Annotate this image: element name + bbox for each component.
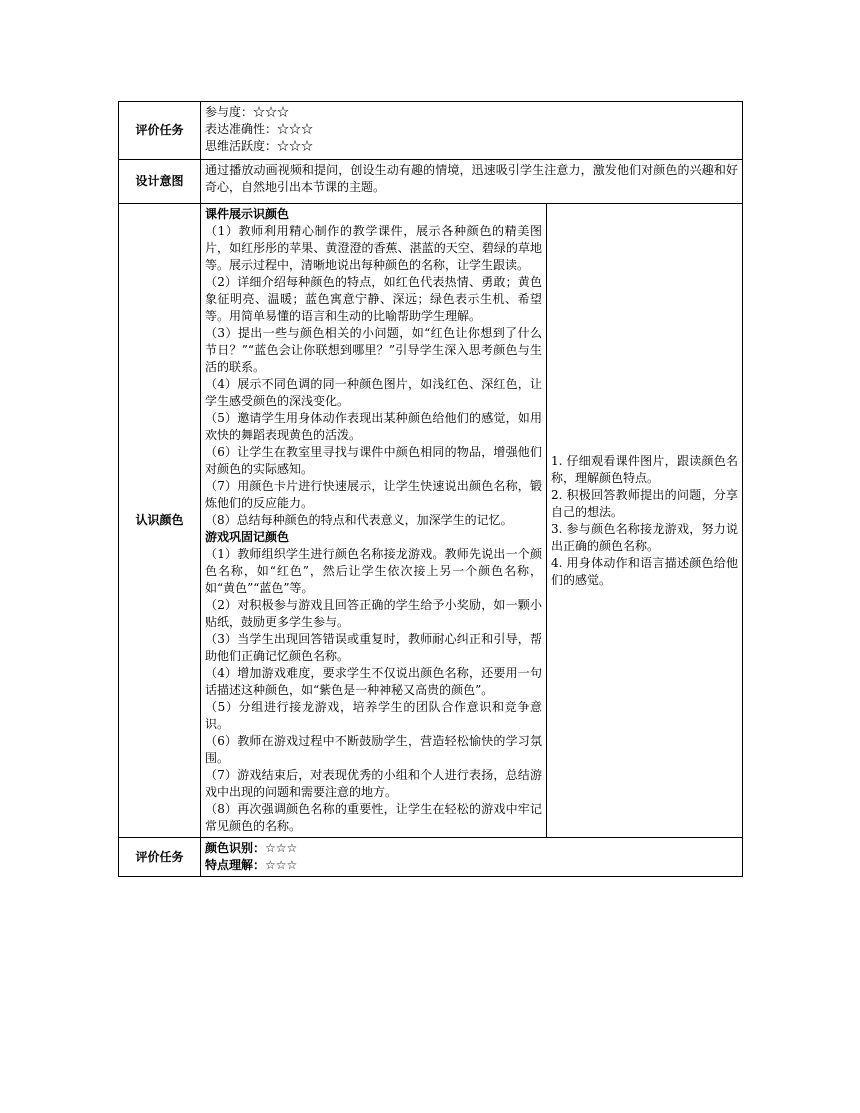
recognize-colors-row [119,204,743,838]
recognize-colors-header: 认识颜色 [119,204,201,838]
activity-item: （3）提出一些与颜色相关的小问题，如“红色让你想到了什么节日？”“蓝色会让你联想到哪里？”引导学生深入思考颜色与生活的联系。 [205,326,542,374]
evaluation-line: 特点理解：☆☆☆ [205,858,298,872]
student-activities [547,204,743,838]
activity-item: （8）总结每种颜色的特点和代表意义，加深学生的记忆。 [205,513,513,527]
evaluation-header-2: 评价任务 [119,838,201,877]
activity-item: （6）让学生在教室里寻找与课件中颜色相同的物品，增强他们对颜色的实际感知。 [205,445,542,476]
activity-item: （7）游戏结束后，对表现优秀的小组和个人进行表扬，总结游戏中出现的问题和需要注意的地方。 [205,768,542,799]
evaluation-line: 表达准确性：☆☆☆ [205,122,314,136]
evaluation-line: 参与度：☆☆☆ [205,105,290,119]
activity-item: （3）当学生出现回答错误或重复时，教师耐心纠正和引导，帮助他们正确记忆颜色名称。 [205,632,542,663]
evaluation-content-1 [201,102,743,160]
activity-item: （1）教师组织学生进行颜色名称接龙游戏。教师先说出一个颜色名称，如“红色”，然后让学生依次接上另一个颜色名称，如“黄色”“蓝色”等。 [205,547,542,595]
student-item: 3. 参与颜色名称接龙游戏，努力说出正确的颜色名称。 [551,521,739,553]
student-item: 4. 用身体动作和语言描述颜色给他们的感觉。 [551,555,739,587]
evaluation-row-2 [119,838,743,877]
activity-item: （1）教师利用精心制作的教学课件，展示各种颜色的精美图片，如红彤彤的苹果、黄澄澄的香蕉、湛蓝的天空、碧绿的草地等。展示过程中，清晰地说出每种颜色的名称，让学生跟读。 [205,224,542,272]
activity-item: （2）对积极参与游戏且回答正确的学生给予小奖励，如一颗小贴纸，鼓励更多学生参与。 [205,598,542,629]
evaluation-line: 颜色识别：☆☆☆ [205,841,298,855]
evaluation-row-1 [119,102,743,160]
activity-item: （7）用颜色卡片进行快速展示，让学生快速说出颜色名称，锻炼他们的反应能力。 [205,479,542,510]
student-item: 2. 积极回答教师提出的问题，分享自己的想法。 [551,487,739,519]
evaluation-header-1: 评价任务 [119,102,201,160]
activity-item: （2）详细介绍每种颜色的特点，如红色代表热情、勇敢；黄色象征明亮、温暖；蓝色寓意宁静、深远；绿色表示生机、希望等。用简单易懂的语言和生动的比喻帮助学生理解。 [205,275,542,323]
evaluation-content-2 [201,838,743,877]
activity-item: （8）再次强调颜色名称的重要性，让学生在轻松的游戏中牢记常见颜色的名称。 [205,802,542,833]
design-intent-header: 设计意图 [119,160,201,204]
evaluation-line: 思维活跃度：☆☆☆ [205,139,314,153]
activity-item: （5）分组进行接龙游戏，培养学生的团队合作意识和竞争意识。 [205,700,542,731]
design-intent-row [119,160,743,204]
activity-item: （6）教师在游戏过程中不断鼓励学生，营造轻松愉快的学习氛围。 [205,734,542,765]
student-item: 1. 仔细观看课件图片，跟读颜色名称，理解颜色特点。 [551,453,739,485]
design-intent-text: 通过播放动画视频和提问，创设生动有趣的情境，迅速吸引学生注意力，激发他们对颜色的兴趣和好奇心，自然地引出本节课的主题。 [205,163,739,194]
activity-item: （4）展示不同色调的同一种颜色图片，如浅红色、深红色，让学生感受颜色的深浅变化。 [205,377,542,408]
activity-item: （5）邀请学生用身体动作表现出某种颜色给他们的感觉，如用欢快的舞蹈表现黄色的活泼。 [205,411,542,442]
section-title-game: 游戏巩固记颜色 [205,530,290,544]
section-title-courseware: 课件展示识颜色 [205,207,290,221]
design-intent-content [201,160,743,204]
lesson-plan-table [118,101,743,877]
teacher-activities [201,204,547,838]
activity-item: （4）增加游戏难度，要求学生不仅说出颜色名称，还要用一句话描述这种颜色，如“紫色是一种神秘又高贵的颜色”。 [205,666,542,697]
